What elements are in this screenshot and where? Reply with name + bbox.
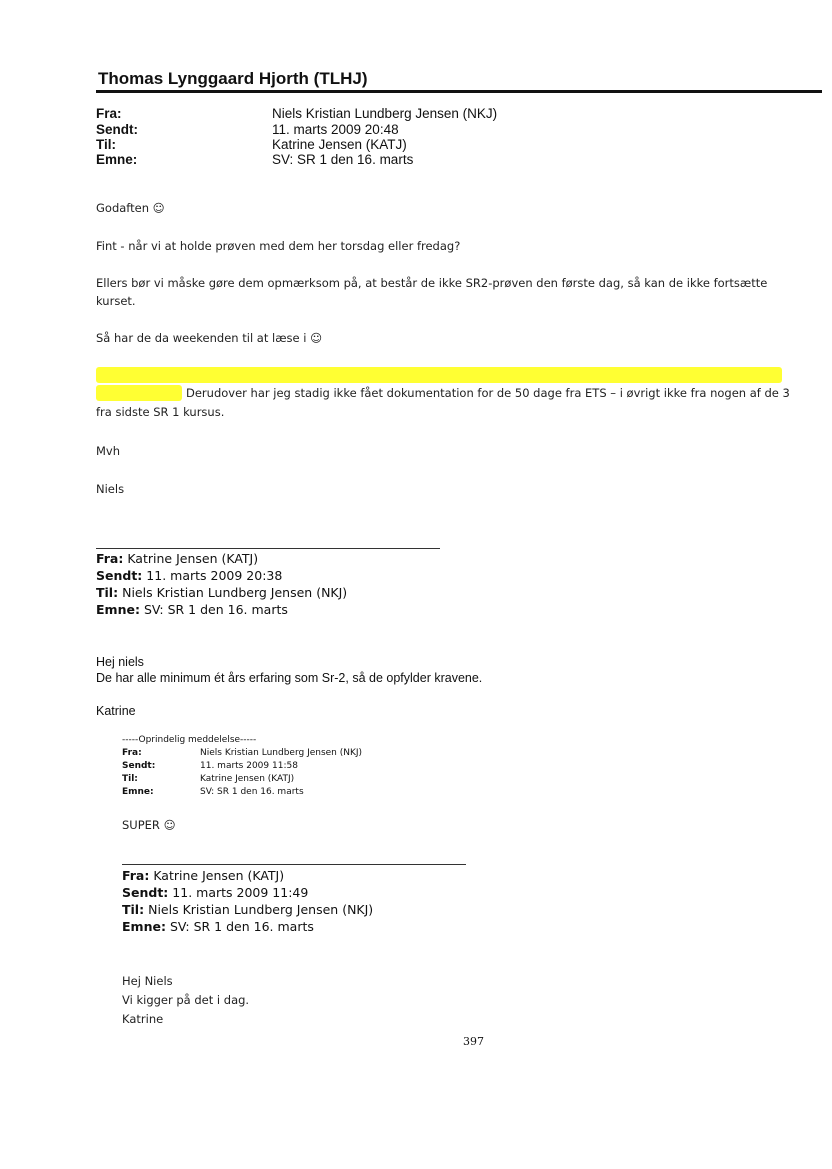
orig-subject-value: SV: SR 1 den 16. marts	[200, 787, 304, 797]
paragraph-3-text: Så har de da weekenden til at læse i	[96, 331, 307, 345]
smiley-icon: ☺	[152, 201, 165, 215]
orig-subject-label: Emne:	[122, 787, 154, 797]
subject-value: SV: SR 1 den 16. marts	[272, 152, 414, 167]
sent-label: Sendt:	[96, 122, 138, 137]
orig-sent-label: Sendt:	[122, 761, 156, 771]
paragraph-4-line-2: fra sidste SR 1 kursus.	[96, 405, 225, 419]
greeting	[96, 201, 165, 215]
orig-from-value: Niels Kristian Lundberg Jensen (NKJ)	[200, 748, 363, 758]
quoted-subject	[96, 602, 288, 617]
smiley-icon: ☺	[163, 818, 176, 832]
nested-subject	[122, 919, 314, 934]
email2-line-1: Hej niels	[96, 655, 144, 669]
orig-to-label: Til:	[122, 774, 138, 784]
nested-subject-label: Emne:	[122, 919, 166, 934]
nested-sent-value: 11. marts 2009 11:49	[172, 885, 309, 900]
email3-line-1: Hej Niels	[122, 974, 173, 988]
quoted-to-label: Til:	[96, 585, 119, 600]
quoted-to-value: Niels Kristian Lundberg Jensen (NKJ)	[122, 585, 348, 600]
quoted-subject-value: SV: SR 1 den 16. marts	[143, 602, 288, 617]
nested-from-label: Fra:	[122, 868, 150, 883]
nested-sent-label: Sendt:	[122, 885, 169, 900]
to-label: Til:	[96, 137, 116, 152]
nested-to-value: Niels Kristian Lundberg Jensen (NKJ)	[148, 902, 374, 917]
from-value: Niels Kristian Lundberg Jensen (NKJ)	[272, 106, 498, 121]
separator-line	[122, 864, 466, 865]
title-rule	[96, 90, 822, 93]
orig-body	[122, 818, 176, 832]
nested-to-label: Til:	[122, 902, 145, 917]
document-title: Thomas Lynggaard Hjorth (TLHJ)	[98, 69, 368, 88]
original-message-separator: -----Oprindelig meddelelse-----	[122, 735, 257, 745]
quoted-to	[96, 585, 347, 600]
quoted-from-value: Katrine Jensen (KATJ)	[127, 551, 259, 566]
paragraph-2-line-2: kurset.	[96, 294, 136, 308]
email3-signature: Katrine	[122, 1012, 164, 1026]
nested-subject-value: SV: SR 1 den 16. marts	[169, 919, 314, 934]
quoted-from	[96, 551, 258, 566]
page-number: 397	[463, 1035, 484, 1048]
quoted-sent-label: Sendt:	[96, 568, 143, 583]
quoted-subject-label: Emne:	[96, 602, 140, 617]
nested-from-value: Katrine Jensen (KATJ)	[153, 868, 285, 883]
signature: Niels	[96, 482, 125, 496]
quoted-from-label: Fra:	[96, 551, 124, 566]
orig-sent-value: 11. marts 2009 11:58	[200, 761, 298, 771]
separator-line	[96, 548, 440, 549]
orig-to-value: Katrine Jensen (KATJ)	[200, 774, 295, 784]
subject-label: Emne:	[96, 152, 138, 167]
highlight-bar	[96, 385, 182, 401]
from-label: Fra:	[96, 106, 122, 121]
email3-line-2: Vi kigger på det i dag.	[122, 993, 250, 1007]
sent-value: 11. marts 2009 20:48	[272, 122, 399, 137]
nested-to	[122, 902, 373, 917]
nested-from	[122, 868, 284, 883]
to-value: Katrine Jensen (KATJ)	[272, 137, 407, 152]
closing: Mvh	[96, 444, 121, 458]
nested-sent	[122, 885, 308, 900]
email2-line-2: De har alle minimum ét års erfaring som Sr-2, så de opfylder kravene.	[96, 671, 483, 685]
email2-signature: Katrine	[96, 704, 136, 718]
paragraph-3	[96, 331, 322, 345]
paragraph-1: Fint - når vi at holde prøven med dem her torsdag eller fredag?	[96, 239, 461, 253]
paragraph-4-line-1: Derudover har jeg stadig ikke fået dokumentation for de 50 dage fra ETS – i øvrigt ikke fra nogen af de 3	[186, 386, 790, 400]
orig-from-label: Fra:	[122, 748, 142, 758]
paragraph-2-line-1: Ellers bør vi måske gøre dem opmærksom på, at består de ikke SR2-prøven den første dag, så kan de ikke fortsætte	[96, 276, 768, 290]
orig-body-text: SUPER	[122, 818, 160, 832]
greeting-text: Godaften	[96, 201, 150, 215]
quoted-sent	[96, 568, 282, 583]
highlight-bar	[96, 367, 782, 383]
quoted-sent-value: 11. marts 2009 20:38	[146, 568, 283, 583]
smiley-icon: ☺	[310, 331, 323, 345]
